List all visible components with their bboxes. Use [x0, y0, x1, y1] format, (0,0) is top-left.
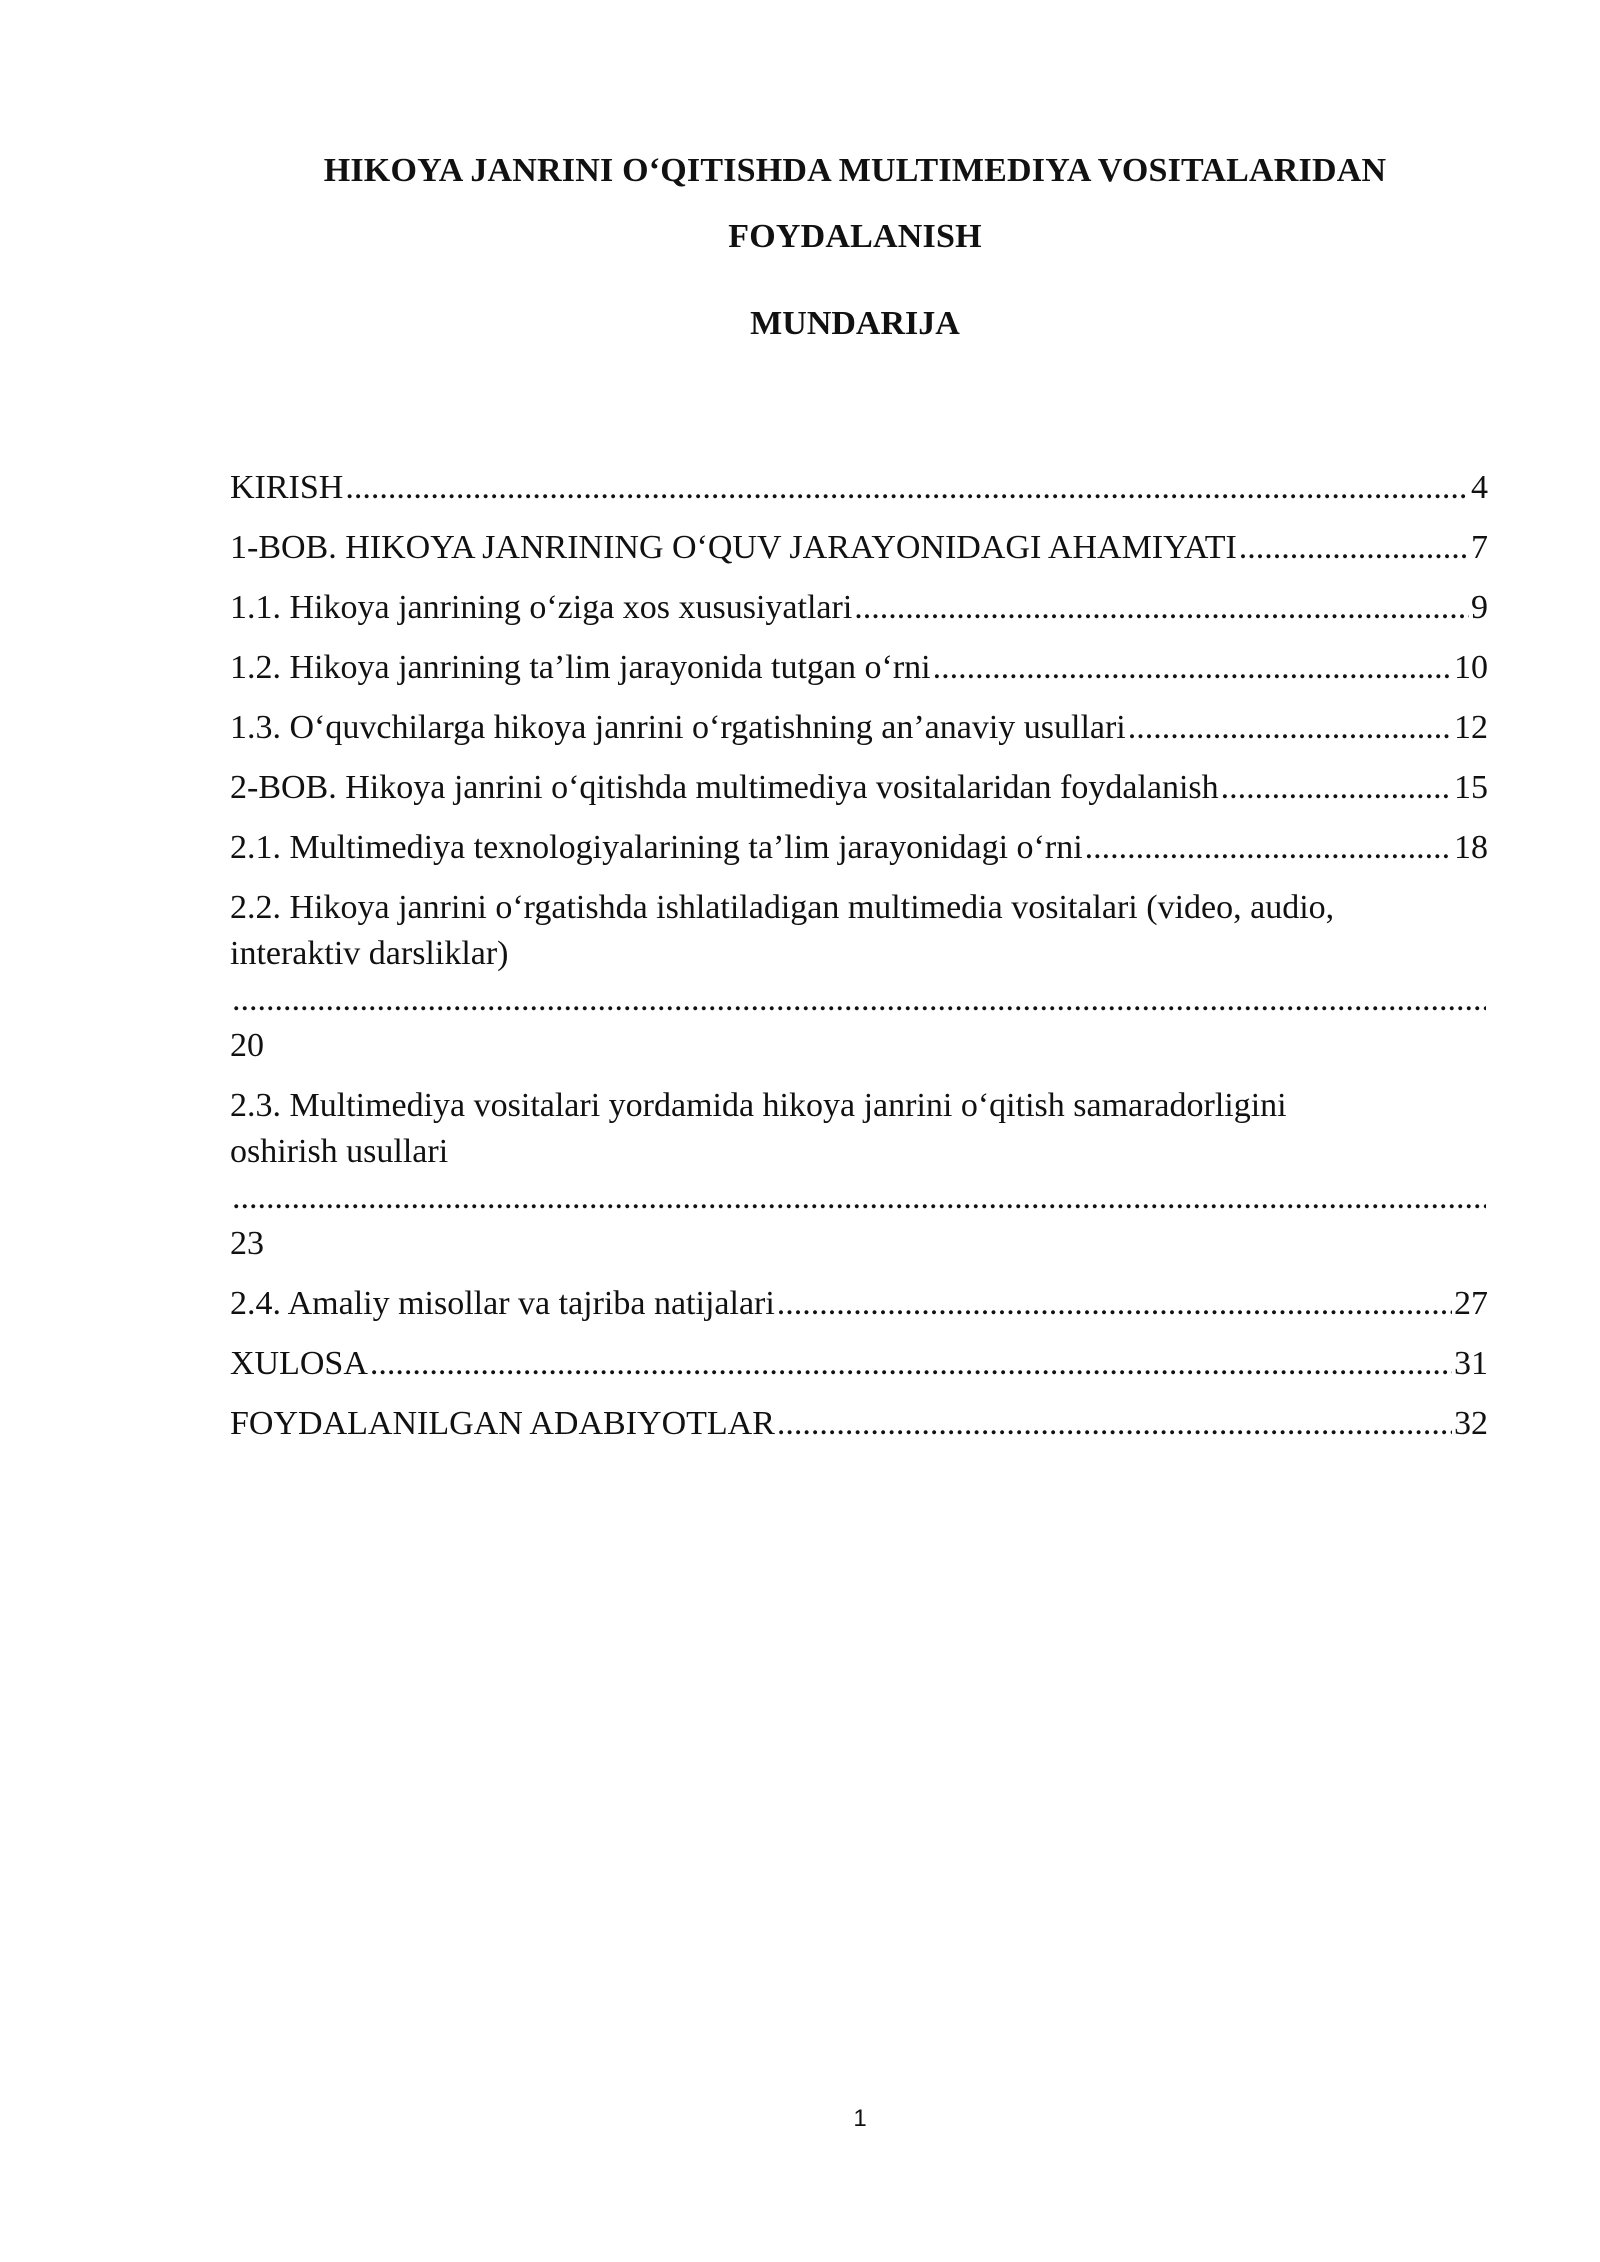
toc-entry-page: 12: [1454, 709, 1488, 746]
toc-entry-2-2[interactable]: [230, 885, 1488, 1069]
toc-entry-text: 2.4. Amaliy misollar va tajriba natijalari: [230, 1285, 775, 1322]
toc-entry-page: 27: [1454, 1285, 1488, 1322]
toc-entry-page: 18: [1454, 829, 1488, 866]
toc-entry-text: FOYDALANILGAN ADABIYOTLAR: [230, 1405, 775, 1442]
toc-leader-dots: [854, 585, 1469, 631]
toc-leader-dots: [777, 1401, 1452, 1447]
toc-leader-dots: [1085, 825, 1452, 871]
toc-entry-xulosa[interactable]: [230, 1341, 1488, 1387]
toc-entry-text: 2.1. Multimediya texnologiyalarining ta’lim jarayonidagi o‘rni: [230, 829, 1083, 866]
document-title-line-1: HIKOYA JANRINI O‘QITISHDA MULTIMEDIYA VOSITALARIDAN: [323, 152, 1387, 189]
toc-entry-1-1[interactable]: [230, 585, 1488, 631]
toc-leader-dots: [1128, 705, 1452, 751]
toc-entry-page: 9: [1471, 589, 1488, 626]
table-of-contents: [230, 465, 1488, 1461]
toc-entry-2-4[interactable]: [230, 1281, 1488, 1327]
toc-entry-page: 10: [1454, 649, 1488, 686]
toc-entry-kirish[interactable]: [230, 465, 1488, 511]
toc-leader-dots: [232, 977, 1486, 1023]
toc-entry-text-line-1: 2.2. Hikoya janrini o‘rgatishda ishlatiladigan multimedia vositalari (video, audio,: [230, 889, 1335, 926]
toc-entry-text: XULOSA: [230, 1345, 368, 1382]
toc-entry-chapter-2[interactable]: [230, 765, 1488, 811]
toc-entry-text-line-1: 2.3. Multimediya vositalari yordamida hikoya janrini o‘qitish samaradorligini: [230, 1087, 1287, 1124]
toc-entry-2-1[interactable]: [230, 825, 1488, 871]
toc-entry-references[interactable]: [230, 1401, 1488, 1447]
toc-entry-text: 1.2. Hikoya janrining ta’lim jarayonida tutgan o‘rni: [230, 649, 931, 686]
toc-entry-page: 20: [230, 1027, 264, 1064]
toc-entry-page: 7: [1471, 529, 1488, 566]
toc-leader-dots: [1221, 765, 1452, 811]
toc-leader-dots: [933, 645, 1452, 691]
toc-entry-page: 32: [1454, 1405, 1488, 1442]
document-title-line-2: FOYDALANISH: [728, 218, 982, 255]
page-number: 1: [853, 2105, 867, 2132]
toc-leader-dots: [345, 465, 1469, 511]
toc-entry-page: 15: [1454, 769, 1488, 806]
toc-entry-1-2[interactable]: [230, 645, 1488, 691]
toc-entry-2-3[interactable]: [230, 1083, 1488, 1267]
toc-entry-text: 1-BOB. HIKOYA JANRINING O‘QUV JARAYONIDAGI AHAMIYATI: [230, 529, 1237, 566]
toc-entry-text: 2-BOB. Hikoya janrini o‘qitishda multimediya vositalaridan foydalanish: [230, 769, 1219, 806]
toc-entry-page: 23: [230, 1225, 264, 1262]
toc-leader-dots: [777, 1281, 1452, 1327]
toc-leader-dots: [370, 1341, 1452, 1387]
toc-entry-text: 1.1. Hikoya janrining o‘ziga xos xususiyatlari: [230, 589, 853, 626]
toc-entry-1-3[interactable]: [230, 705, 1488, 751]
toc-entry-page: 4: [1471, 469, 1488, 506]
toc-entry-text: 1.3. O‘quvchilarga hikoya janrini o‘rgatishning an’anaviy usullari: [230, 709, 1126, 746]
toc-entry-text: oshirish usullari: [230, 1133, 449, 1170]
toc-heading: MUNDARIJA: [750, 305, 960, 342]
toc-entry-chapter-1[interactable]: [230, 525, 1488, 571]
toc-leader-dots: [1239, 525, 1469, 571]
toc-entry-text: interaktiv darsliklar): [230, 935, 509, 972]
toc-leader-dots: [232, 1175, 1486, 1221]
toc-entry-page: 31: [1454, 1345, 1488, 1382]
toc-entry-text: KIRISH: [230, 469, 344, 506]
